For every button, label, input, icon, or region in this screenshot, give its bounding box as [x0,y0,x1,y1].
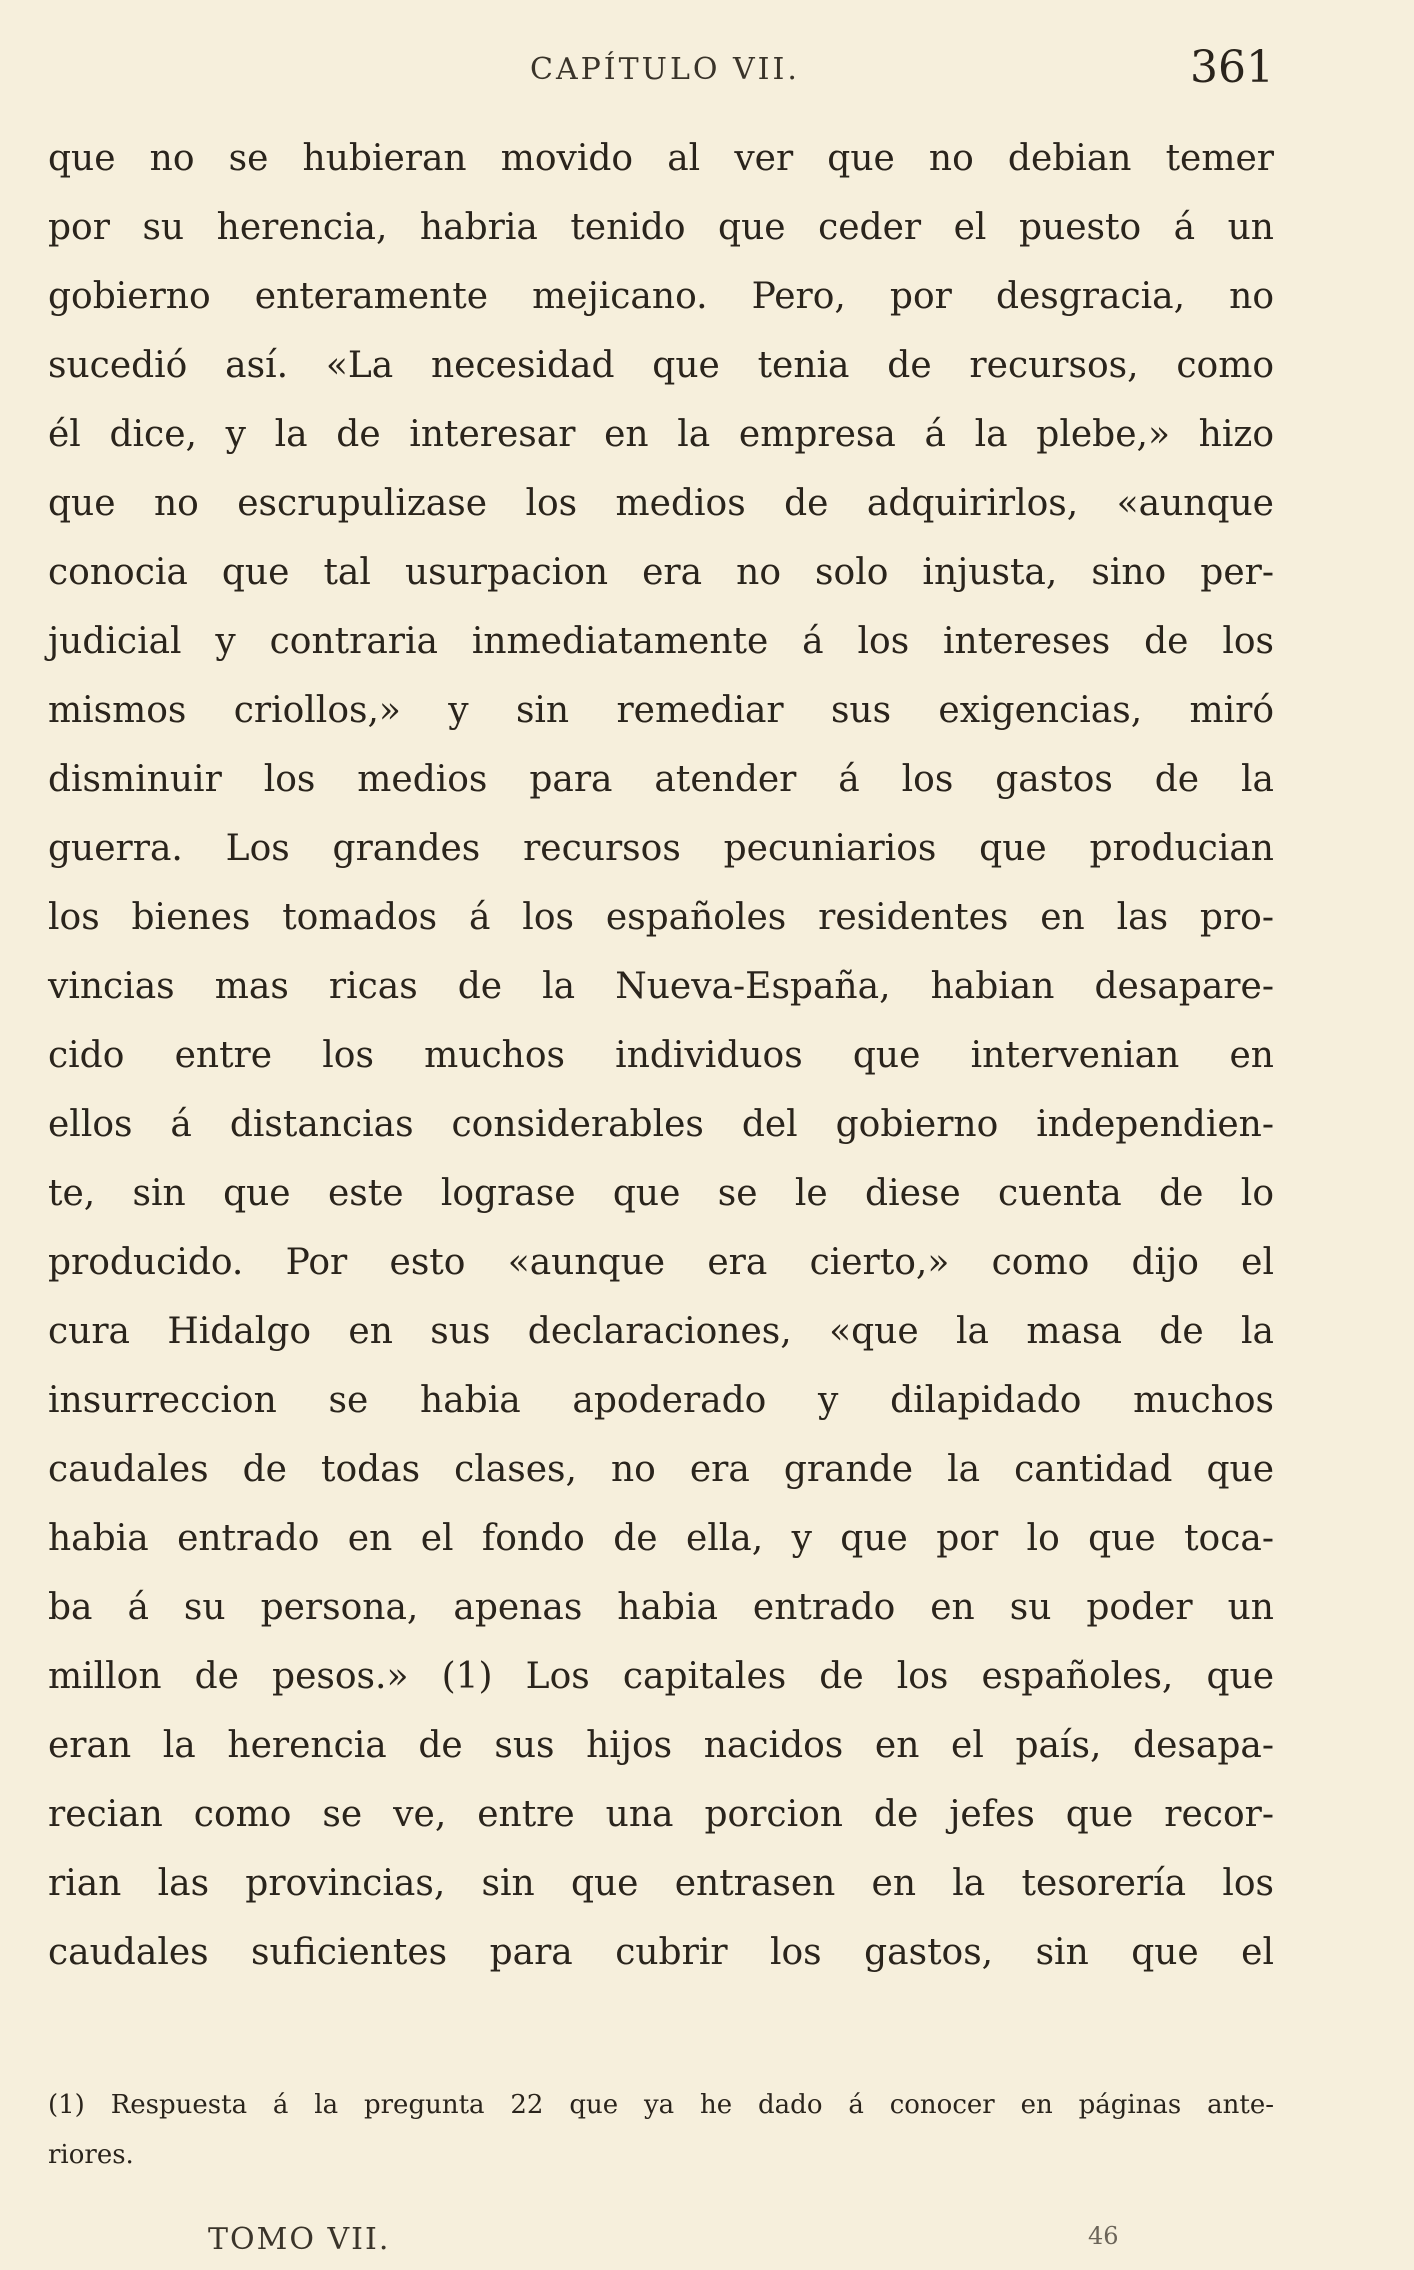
text-line: eran la herencia de sus hijos nacidos en el país, desapa- [48,1725,1274,1766]
text-line: te, sin que este lograse que se le diese cuenta de lo [48,1173,1274,1214]
chapter-heading: CAPÍTULO VII. [530,52,800,87]
text-line: mismos criollos,» y sin remediar sus exigencias, miró [48,690,1274,731]
text-line: rian las provincias, sin que entrasen en la tesorería los [48,1863,1274,1904]
volume-label: TOMO VII. [208,2222,391,2257]
signature-mark: 46 [1088,2222,1119,2250]
text-line: vincias mas ricas de la Nueva-España, habian desapare- [48,966,1274,1007]
text-line: judicial y contraria inmediatamente á los intereses de los [48,621,1274,662]
running-footer [48,2222,1274,2262]
text-line: caudales de todas clases, no era grande la cantidad que [48,1449,1274,1490]
text-line: habia entrado en el fondo de ella, y que por lo que toca- [48,1518,1274,1559]
text-line: disminuir los medios para atender á los gastos de la [48,759,1274,800]
footnote [48,2080,1274,2180]
text-line: él dice, y la de interesar en la empresa á la plebe,» hizo [48,414,1274,455]
text-line: guerra. Los grandes recursos pecuniarios que producian [48,828,1274,869]
body-text [48,124,1274,1987]
text-line: millon de pesos.» (1) Los capitales de los españoles, que [48,1656,1274,1697]
text-line: los bienes tomados á los españoles residentes en las pro- [48,897,1274,938]
text-line: sucedió así. «La necesidad que tenia de recursos, como [48,345,1274,386]
text-line: cido entre los muchos individuos que intervenian en [48,1035,1274,1076]
text-line: cura Hidalgo en sus declaraciones, «que la masa de la [48,1311,1274,1352]
running-header [48,42,1274,102]
footnote-line: (1) Respuesta á la pregunta 22 que ya he dado á conocer en páginas ante- [48,2090,1274,2120]
text-line: insurreccion se habia apoderado y dilapidado muchos [48,1380,1274,1421]
text-line: por su herencia, habria tenido que ceder el puesto á un [48,207,1274,248]
footnote-line: riores. [48,2140,134,2170]
text-line: caudales suficientes para cubrir los gastos, sin que el [48,1932,1274,1973]
text-line: ba á su persona, apenas habia entrado en su poder un [48,1587,1274,1628]
text-line: conocia que tal usurpacion era no solo injusta, sino per- [48,552,1274,593]
page-number: 361 [1190,42,1274,93]
text-line: producido. Por esto «aunque era cierto,» como dijo el [48,1242,1274,1283]
text-line: que no escrupulizase los medios de adquirirlos, «aunque [48,483,1274,524]
text-line: que no se hubieran movido al ver que no debian temer [48,138,1274,179]
text-line: recian como se ve, entre una porcion de jefes que recor- [48,1794,1274,1835]
text-line: ellos á distancias considerables del gobierno independien- [48,1104,1274,1145]
text-line: gobierno enteramente mejicano. Pero, por desgracia, no [48,276,1274,317]
